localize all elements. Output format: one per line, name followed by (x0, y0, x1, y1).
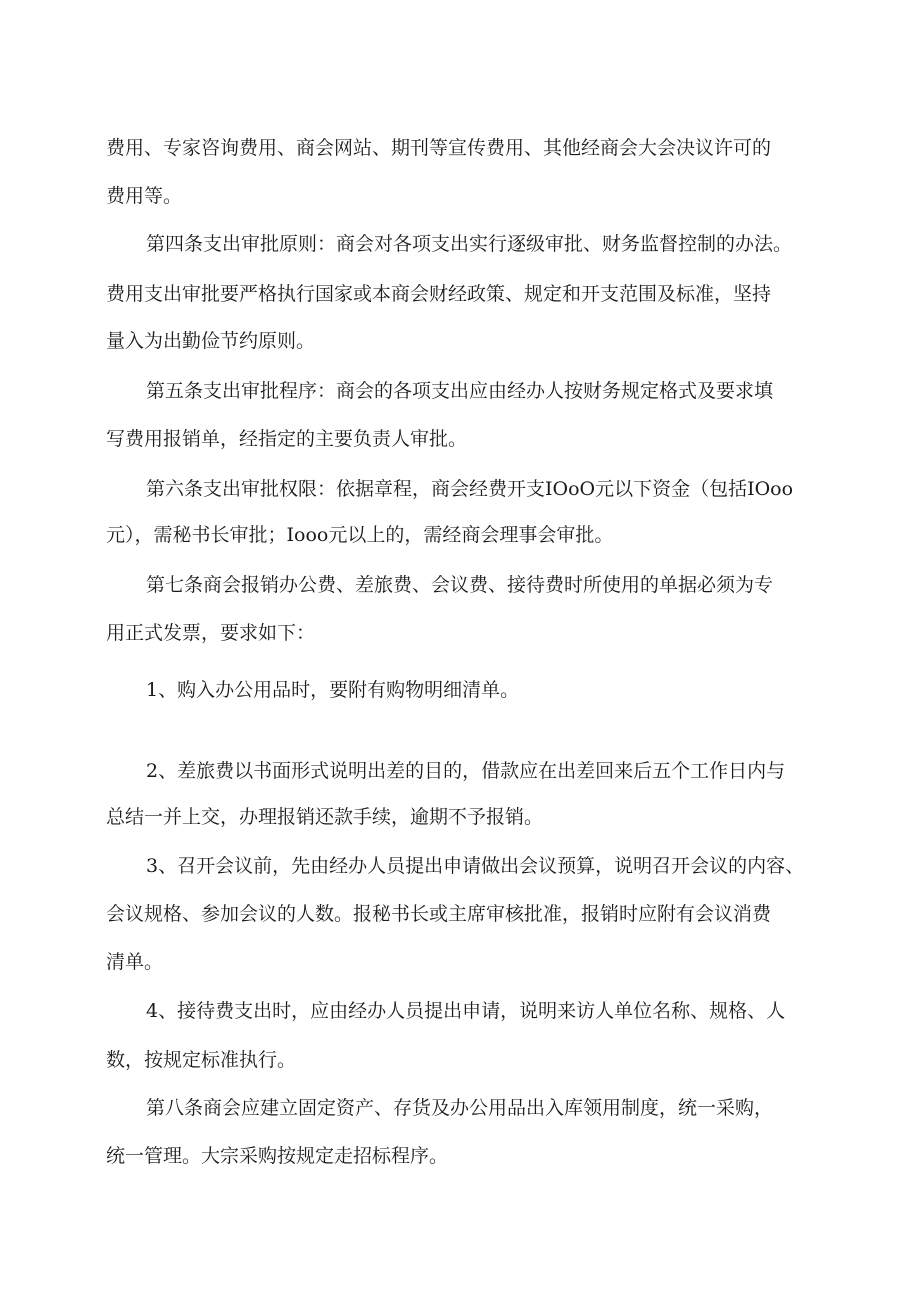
text-line: 清单。 (106, 951, 164, 973)
text-line: 1、购入办公用品时，要附有购物明细清单。 (146, 679, 520, 701)
text-line: 用正式发票，要求如下： (106, 622, 316, 644)
text-line: 2、差旅费以书面形式说明出差的目的，借款应在出差回来后五个工作日内与 (146, 760, 786, 782)
text-line: 统一管理。大宗采购按规定走招标程序。 (106, 1145, 449, 1167)
text-line: 第七条商会报销办公费、差旅费、会议费、接待费时所使用的单据必须为专 (146, 574, 774, 596)
text-line: 4、接待费支出时，应由经办人员提出申请，说明来访人单位名称、规格、人 (146, 1000, 786, 1022)
text-line: 第六条支出审批权限：依据章程，商会经费开支IOoO元以下资金（包括IOoo (146, 478, 794, 500)
text-line: 总结一并上交，办理报销还款手续，逾期不予报销。 (106, 806, 544, 828)
text-line: 费用等。 (106, 185, 183, 207)
text-line: 第四条支出审批原则：商会对各项支出实行逐级审批、财务监督控制的办法。 (146, 233, 793, 255)
text-line: 第八条商会应建立固定资产、存货及办公用品出入库领用制度，统一采购， (146, 1097, 774, 1119)
text-line: 元），需秘书长审批；Iooo元以上的，需经商会理事会审批。 (106, 524, 614, 546)
text-line: 写费用报销单，经指定的主要负责人审批。 (106, 428, 468, 450)
text-line: 量入为出勤俭节约原则。 (106, 330, 316, 352)
text-line: 数，按规定标准执行。 (106, 1049, 297, 1071)
text-line: 会议规格、参加会议的人数。报秘书长或主席审核批准，报销时应附有会议消费 (106, 903, 772, 925)
text-line: 费用支出审批要严格执行国家或本商会财经政策、规定和开支范围及标准，坚持 (106, 283, 772, 305)
text-line: 费用、专家咨询费用、商会网站、期刊等宣传费用、其他经商会大会决议许可的 (106, 137, 772, 159)
text-line: 第五条支出审批程序：商会的各项支出应由经办人按财务规定格式及要求填 (146, 380, 774, 402)
text-line: 3、召开会议前，先由经办人员提出申请做出会议预算，说明召开会议的内容、 (146, 855, 805, 877)
